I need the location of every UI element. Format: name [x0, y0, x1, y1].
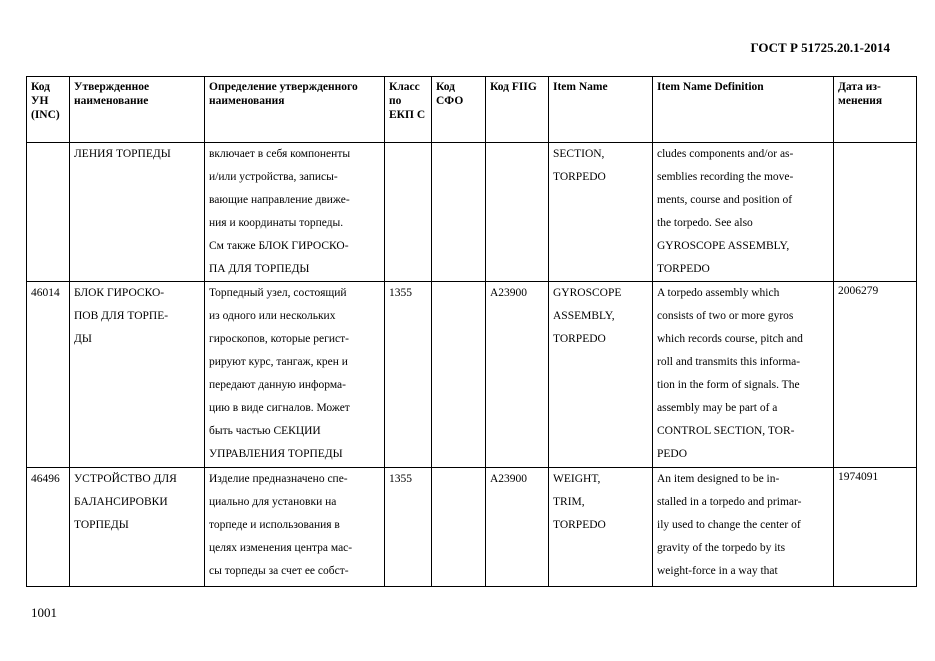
cell-fiig-code: A23900: [486, 468, 549, 587]
cell-item-name-definition: cludes components and/or as- semblies recording the move- ments, course and position of the torpedo. See also GYROSCOPE ASSEMBLY, TORPEDO: [653, 143, 834, 282]
cell-fiig-code: A23900: [486, 282, 549, 468]
page-number: 1001: [31, 605, 57, 620]
cell-inc-code: [27, 143, 70, 282]
table-row: [27, 282, 917, 468]
cell-change-date: 2006279: [834, 282, 917, 468]
col-header-approved-name: Утвержденное наименование: [70, 77, 205, 143]
cell-definition: Торпедный узел, состоящий из одного или нескольких гироскопов, которые регист- рируют курс, тангаж, крен и передают данную информа- цию в виде сигналов. Может быть частью СЕКЦИИ УПРАВЛЕНИЯ ТОРПЕДЫ: [205, 282, 385, 468]
col-header-item-name-definition: Item Name Definition: [653, 77, 834, 143]
col-header-inc-code: Код УН (INC): [27, 77, 70, 143]
col-header-definition: Определение утвержденного наименования: [205, 77, 385, 143]
cell-item-name-definition: An item designed to be in- stalled in a torpedo and primar- ily used to change the center of gravity of the torpedo by its weight-force in a way that: [653, 468, 834, 587]
col-header-sfo-code: Код СФО: [432, 77, 486, 143]
table-row: [27, 468, 917, 587]
cell-change-date: 1974091: [834, 468, 917, 587]
cell-item-name: SECTION, TORPEDO: [549, 143, 653, 282]
cell-sfo-code: [432, 282, 486, 468]
cell-class: 1355: [385, 468, 432, 587]
col-header-class: Класс по ЕКП С: [385, 77, 432, 143]
table-row: [27, 143, 917, 282]
cell-class: [385, 143, 432, 282]
cell-class: 1355: [385, 282, 432, 468]
document-standard-header: ГОСТ Р 51725.20.1-2014: [750, 40, 890, 55]
cell-inc-code: 46014: [27, 282, 70, 468]
cell-change-date: [834, 143, 917, 282]
cell-sfo-code: [432, 143, 486, 282]
cell-item-name: WEIGHT, TRIM, TORPEDO: [549, 468, 653, 587]
cell-approved-name: УСТРОЙСТВО ДЛЯ БАЛАНСИРОВКИ ТОРПЕДЫ: [70, 468, 205, 587]
cell-approved-name: ЛЕНИЯ ТОРПЕДЫ: [70, 143, 205, 282]
cell-definition: Изделие предназначено спе- циально для установки на торпеде и использования в целях изменения центра мас- сы торпеды за счет ее собст-: [205, 468, 385, 587]
col-header-item-name: Item Name: [549, 77, 653, 143]
cell-item-name: GYROSCOPE ASSEMBLY, TORPEDO: [549, 282, 653, 468]
cell-inc-code: 46496: [27, 468, 70, 587]
col-header-fiig-code: Код FIIG: [486, 77, 549, 143]
cell-approved-name: БЛОК ГИРОСКО- ПОВ ДЛЯ ТОРПЕ- ДЫ: [70, 282, 205, 468]
cell-sfo-code: [432, 468, 486, 587]
cell-item-name-definition: A torpedo assembly which consists of two or more gyros which records course, pitch and roll and transmits this informa- tion in the form of signals. The assembly may be part of a CONTROL SECTION, TOR- PEDO: [653, 282, 834, 468]
classification-table: [26, 76, 917, 587]
cell-fiig-code: [486, 143, 549, 282]
table-header-row: [27, 77, 917, 143]
col-header-change-date: Дата из- менения: [834, 77, 917, 143]
cell-definition: включает в себя компоненты и/или устройства, записы- вающие направление движе- ния и координаты торпеды. См также БЛОК ГИРОСКО- ПА ДЛЯ ТОРПЕДЫ: [205, 143, 385, 282]
